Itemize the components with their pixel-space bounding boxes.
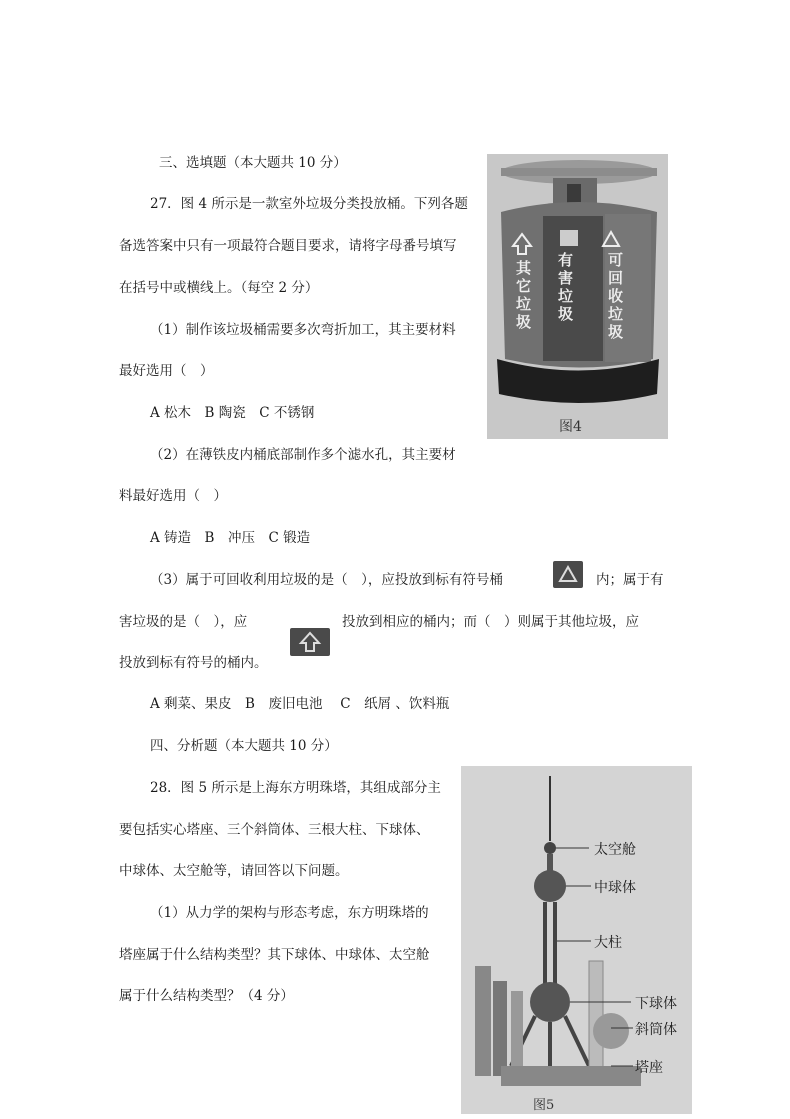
other-waste-symbol-icon [290,628,330,656]
q27-3-line3: 投放到标有符号的桶内。 [119,655,268,671]
q27-2-options: A 铸造 B 冲压 C 锻造 [150,530,311,546]
section3-title: 三、选填题（本大题共 10 分） [159,155,347,171]
bin-label-hazardous: 有害垃圾 [556,252,574,324]
q27-text-line3: 在括号中或横线上。（每空 2 分） [119,280,319,296]
bin-label-recyclable: 可回收垃圾 [606,252,624,342]
q27-3-part2: 内；属于有 [596,572,664,588]
q28-text-line1: 28．图 5 所示是上海东方明珠塔，其组成部分主 [150,780,441,796]
q28-text-line2: 要包括实心塔座、三个斜筒体、三根大柱、下球体、 [119,822,430,838]
q28-1-line3: 属于什么结构类型？（4 分） [119,988,294,1004]
label-pillar: 大柱 [594,935,622,951]
q27-1-options: A 松木 B 陶瓷 C 不锈钢 [150,405,315,421]
q27-1-line2: 最好选用（ ） [119,363,214,379]
label-space-module: 太空舱 [594,842,636,858]
figure4-caption: 图4 [559,419,582,435]
label-slant-tube: 斜筒体 [635,1022,677,1038]
q27-3-options: A 剩菜、果皮 B 废旧电池 C 纸屑 、饮料瓶 [150,696,450,712]
figure5-tower [461,766,692,1114]
q27-3-line2b: 投放到相应的桶内；而（ ）则属于其他垃圾，应 [342,614,639,630]
q27-1-line1: （1）制作该垃圾桶需要多次弯折加工，其主要材料 [150,322,456,338]
q27-3-line2a: 害垃圾的是（ ），应 [119,614,248,630]
bin-label-other: 其它垃圾 [514,260,532,332]
q27-text-line2: 备选答案中只有一项最符合题目要求，请将字母番号填写 [119,238,457,254]
label-middle-sphere: 中球体 [594,880,636,896]
q28-1-line2: 塔座属于什么结构类型？其下球体、中球体、太空舱 [119,947,430,963]
recycle-symbol-icon [553,561,583,588]
figure5-caption: 图5 [533,1098,555,1113]
figure4-trash-bin [487,154,668,439]
q28-1-line1: （1）从力学的架构与形态考虑，东方明珠塔的 [150,905,429,921]
q27-text-line1: 27．图 4 所示是一款室外垃圾分类投放桶。下列各题 [150,196,468,212]
q27-2-line1: （2）在薄铁皮内桶底部制作多个滤水孔，其主要材 [150,447,456,463]
q27-3-part1: （3）属于可回收利用垃圾的是（ ），应投放到标有符号桶 [150,572,503,588]
label-base: 塔座 [635,1060,663,1076]
section4-title: 四、分析题（本大题共 10 分） [150,738,338,754]
q27-2-line2: 料最好选用（ ） [119,488,227,504]
q28-text-line3: 中球体、太空舱等，请回答以下问题。 [119,863,349,879]
label-lower-sphere: 下球体 [635,996,677,1012]
